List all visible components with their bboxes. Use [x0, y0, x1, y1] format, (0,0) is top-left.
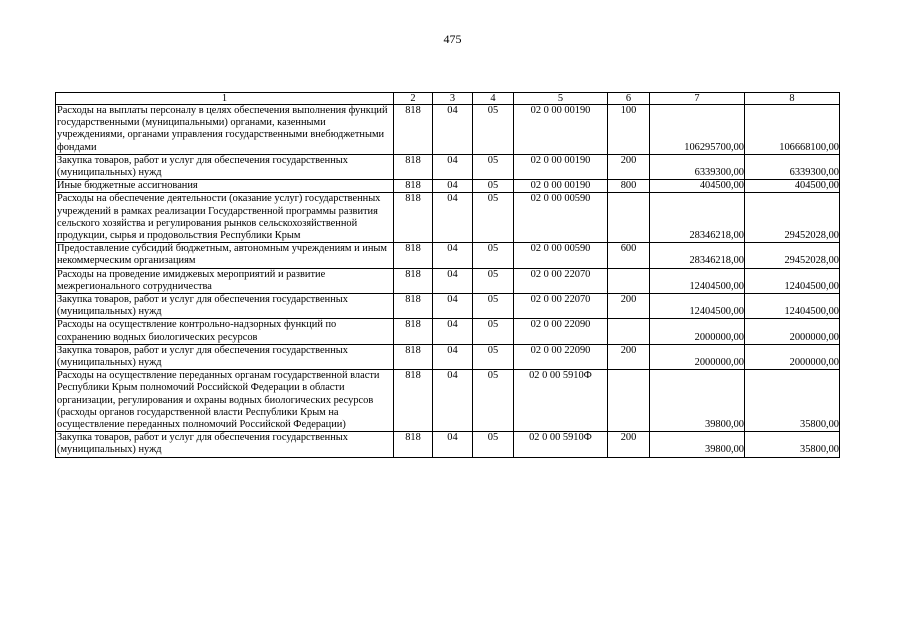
column-header: 5: [514, 93, 608, 105]
table-row: [56, 154, 840, 179]
amount-col-7: 28346218,00: [650, 193, 745, 243]
subsection-code: 05: [473, 243, 514, 268]
amount-col-8: 12404500,00: [745, 294, 840, 319]
table-row: [56, 268, 840, 293]
target-article-code: 02 0 00 00590: [514, 193, 608, 243]
expense-type-code: 200: [608, 294, 650, 319]
table-row: [56, 294, 840, 319]
section-code: 04: [433, 294, 473, 319]
column-header: 8: [745, 93, 840, 105]
header-row: [56, 93, 840, 105]
expense-name: Предоставление субсидий бюджетным, автономным учреждениям и иным некоммерческим организациям: [56, 243, 394, 268]
column-header: 3: [433, 93, 473, 105]
ministry-code: 818: [394, 180, 433, 193]
expense-name: Расходы на выплаты персоналу в целях обеспечения выполнения функций государственными (муниципальными) органами, казенными учреждениями, органами управления государственными внебюджетными фондами: [56, 105, 394, 155]
column-header: 6: [608, 93, 650, 105]
amount-col-8: 29452028,00: [745, 243, 840, 268]
subsection-code: 05: [473, 105, 514, 155]
subsection-code: 05: [473, 344, 514, 369]
section-code: 04: [433, 344, 473, 369]
expense-type-code: [608, 370, 650, 432]
expense-type-code: 800: [608, 180, 650, 193]
ministry-code: 818: [394, 105, 433, 155]
expense-type-code: 200: [608, 154, 650, 179]
subsection-code: 05: [473, 268, 514, 293]
table-row: [56, 180, 840, 193]
column-header: 2: [394, 93, 433, 105]
target-article-code: 02 0 00 00190: [514, 180, 608, 193]
target-article-code: 02 0 00 22070: [514, 268, 608, 293]
ministry-code: 818: [394, 370, 433, 432]
section-code: 04: [433, 105, 473, 155]
ministry-code: 818: [394, 344, 433, 369]
section-code: 04: [433, 432, 473, 457]
expense-type-code: [608, 319, 650, 344]
ministry-code: 818: [394, 193, 433, 243]
amount-col-7: 28346218,00: [650, 243, 745, 268]
expense-type-code: 600: [608, 243, 650, 268]
expense-type-code: 100: [608, 105, 650, 155]
amount-col-7: 12404500,00: [650, 294, 745, 319]
target-article-code: 02 0 00 5910Ф: [514, 432, 608, 457]
expense-name: Иные бюджетные ассигнования: [56, 180, 394, 193]
amount-col-8: 6339300,00: [745, 154, 840, 179]
amount-col-8: 2000000,00: [745, 344, 840, 369]
amount-col-7: 2000000,00: [650, 319, 745, 344]
expense-type-code: [608, 193, 650, 243]
expense-type-code: 200: [608, 344, 650, 369]
ministry-code: 818: [394, 268, 433, 293]
amount-col-7: 39800,00: [650, 370, 745, 432]
page-number: 475: [443, 32, 462, 46]
ministry-code: 818: [394, 319, 433, 344]
column-header: 4: [473, 93, 514, 105]
section-code: 04: [433, 319, 473, 344]
amount-col-7: 6339300,00: [650, 154, 745, 179]
table-row: [56, 193, 840, 243]
amount-col-7: 2000000,00: [650, 344, 745, 369]
ministry-code: 818: [394, 432, 433, 457]
expense-name: Закупка товаров, работ и услуг для обеспечения государственных (муниципальных) нужд: [56, 432, 394, 457]
amount-col-7: 404500,00: [650, 180, 745, 193]
column-header: 7: [650, 93, 745, 105]
expense-name: Закупка товаров, работ и услуг для обеспечения государственных (муниципальных) нужд: [56, 294, 394, 319]
table-row: [56, 432, 840, 457]
expense-name: Закупка товаров, работ и услуг для обеспечения государственных (муниципальных) нужд: [56, 344, 394, 369]
target-article-code: 02 0 00 22090: [514, 319, 608, 344]
expense-name: Расходы на обеспечение деятельности (оказание услуг) государственных учреждений в рамках реализации Государственной программы развития сельского хозяйства и регулирования рынков сельскохозяйственной продукции, сырья и продовольствия Республики Крым: [56, 193, 394, 243]
expense-name: Расходы на осуществление переданных органам государственной власти Республики Крым полномочий Российской Федерации в области организации, регулирования и охраны водных биологических ресурсов (расходы органов государственной власти Республики Крым на осуществление переданных полномочий Российской Федерации): [56, 370, 394, 432]
subsection-code: 05: [473, 432, 514, 457]
amount-col-8: 106668100,00: [745, 105, 840, 155]
target-article-code: 02 0 00 00590: [514, 243, 608, 268]
amount-col-8: 29452028,00: [745, 193, 840, 243]
amount-col-8: 2000000,00: [745, 319, 840, 344]
target-article-code: 02 0 00 00190: [514, 105, 608, 155]
subsection-code: 05: [473, 180, 514, 193]
amount-col-8: 404500,00: [745, 180, 840, 193]
section-code: 04: [433, 193, 473, 243]
subsection-code: 05: [473, 319, 514, 344]
ministry-code: 818: [394, 154, 433, 179]
amount-col-7: 39800,00: [650, 432, 745, 457]
target-article-code: 02 0 00 22090: [514, 344, 608, 369]
section-code: 04: [433, 154, 473, 179]
subsection-code: 05: [473, 370, 514, 432]
amount-col-7: 106295700,00: [650, 105, 745, 155]
section-code: 04: [433, 243, 473, 268]
table-row: [56, 344, 840, 369]
expense-name: Расходы на осуществление контрольно-надзорных функций по сохранению водных биологических ресурсов: [56, 319, 394, 344]
subsection-code: 05: [473, 294, 514, 319]
amount-col-8: 35800,00: [745, 432, 840, 457]
column-header: 1: [56, 93, 394, 105]
ministry-code: 818: [394, 294, 433, 319]
target-article-code: 02 0 00 00190: [514, 154, 608, 179]
subsection-code: 05: [473, 154, 514, 179]
expense-type-code: 200: [608, 432, 650, 457]
table-row: [56, 370, 840, 432]
subsection-code: 05: [473, 193, 514, 243]
expense-type-code: [608, 268, 650, 293]
table-row: [56, 319, 840, 344]
table-row: [56, 105, 840, 155]
section-code: 04: [433, 268, 473, 293]
section-code: 04: [433, 370, 473, 432]
amount-col-7: 12404500,00: [650, 268, 745, 293]
section-code: 04: [433, 180, 473, 193]
budget-table: [55, 92, 840, 458]
expense-name: Закупка товаров, работ и услуг для обеспечения государственных (муниципальных) нужд: [56, 154, 394, 179]
ministry-code: 818: [394, 243, 433, 268]
table-row: [56, 243, 840, 268]
expense-name: Расходы на проведение имиджевых мероприятий и развитие межрегионального сотрудничества: [56, 268, 394, 293]
amount-col-8: 12404500,00: [745, 268, 840, 293]
target-article-code: 02 0 00 5910Ф: [514, 370, 608, 432]
amount-col-8: 35800,00: [745, 370, 840, 432]
target-article-code: 02 0 00 22070: [514, 294, 608, 319]
